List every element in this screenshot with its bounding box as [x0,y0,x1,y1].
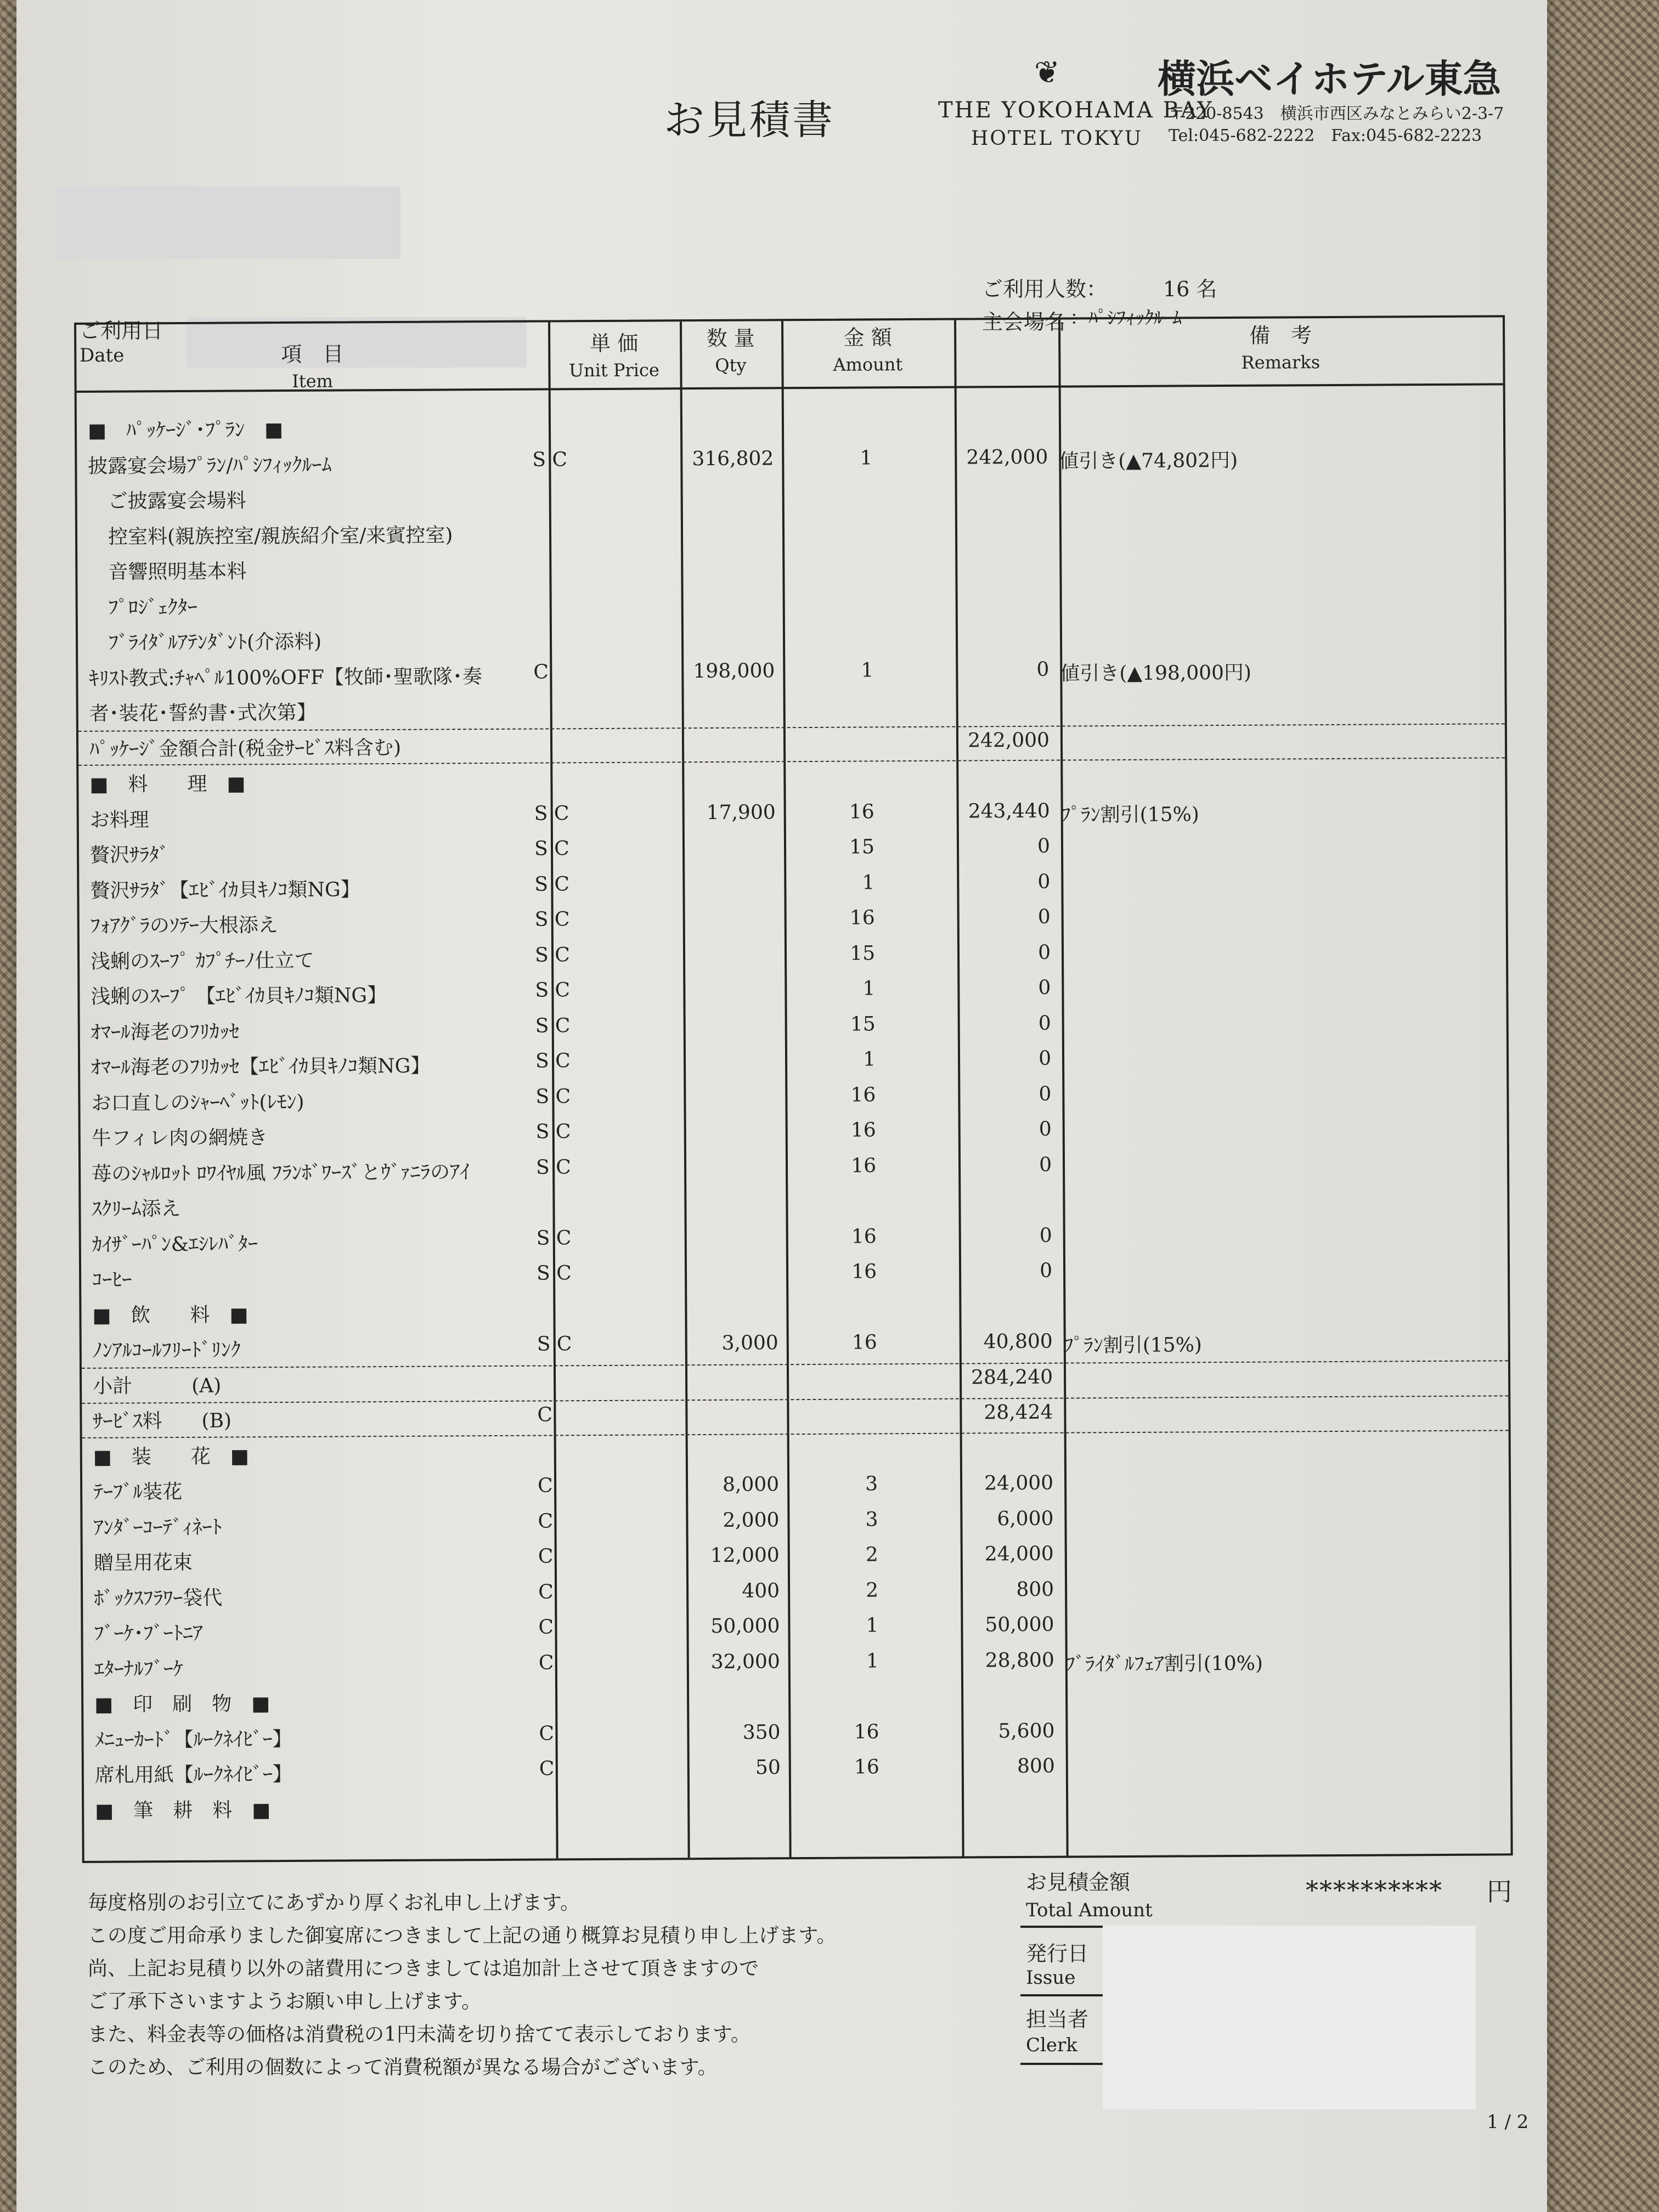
row-amount: 0 [1040,1259,1053,1282]
total-unit: 円 [1487,1877,1512,1906]
table-row [83,1646,1510,1681]
row-unit-price [549,553,774,554]
table-row [78,656,1504,690]
table-row [79,832,1505,867]
row-item: ﾒﾆｭｰｶｰﾄﾞ【ﾙｰｸﾈｲﾋﾞｰ】 [94,1728,292,1752]
row-remarks: 値引き(▲74,802円) [1059,449,1238,473]
table-row [84,1752,1510,1787]
row-tax-code: S C [535,1085,571,1108]
row-qty: 16 [854,1756,879,1779]
estimate-sheet [16,0,1547,2212]
row-tax-code: S C [534,872,570,896]
clerk-label-jp: 担当者 [1026,2007,1089,2032]
table-row [84,1788,1510,1822]
row-unit-price: 316,802 [692,447,774,470]
row-unit-price [552,1048,777,1049]
row-item: ﾊﾟｯｹｰｼﾞ金額合計(税金ｻｰﾋﾞｽ料含む) [89,736,402,761]
document-title: お見積書 [664,97,835,144]
row-qty: 1 [866,1649,879,1672]
total-label-en: Total Amount [1026,1899,1153,1921]
row-tax-code: S C [537,1333,572,1356]
row-unit-price [553,1296,778,1297]
table-row [78,691,1505,725]
row-remarks: ﾌﾟﾗﾝ割引(15%) [1060,803,1199,827]
row-item: 贅沢ｻﾗﾀﾞ [89,844,170,867]
row-item: ﾌﾞｰｹ･ﾌﾞｰﾄﾆｱ [94,1622,203,1645]
row-tax-code: S C [535,1155,571,1179]
row-unit-price [552,1013,777,1014]
row-unit-price [550,765,775,766]
row-unit-price [553,1261,778,1262]
row-unit-price [554,1402,778,1403]
total-label-jp: お見積金額 [1026,1870,1131,1894]
row-unit-price [551,943,776,944]
row-item: ｴﾀｰﾅﾙﾌﾞｰｹ [94,1657,183,1681]
row-item: 小計 (A) [93,1374,222,1398]
col-header-unit-price: 単 価 Unit Price [568,331,659,381]
row-amount [888,1295,1052,1296]
row-amount: 5,600 [998,1719,1055,1742]
total-value: ********** [1306,1875,1443,1905]
row-unit-price [553,1226,778,1227]
row-qty: 15 [850,941,876,965]
row-amount [885,693,1049,695]
row-item: ■ 料 理 ■ [89,772,246,796]
hotel-address: 〒220-8543 横浜市西区みなとみらい2-3-7 [1169,104,1504,123]
hotel-name-jp: 横浜ベイホテル東急 [1158,57,1502,101]
row-amount: 0 [1038,1012,1051,1035]
row-qty [785,517,873,518]
row-amount [884,516,1048,517]
row-item: ﾃｰﾌﾞﾙ装花 [93,1480,183,1504]
row-unit-price [549,411,774,413]
row-unit-price [551,907,776,908]
table-row [83,1717,1510,1752]
table-row [77,478,1504,513]
hotel-crest-icon: ❦ [1034,55,1060,91]
row-tax-code: C [538,1545,554,1568]
row-qty: 1 [863,1048,876,1071]
row-qty: 16 [851,1224,877,1248]
redacted-issue-clerk [1103,1926,1476,2109]
row-amount: 0 [1039,1224,1052,1247]
row-unit-price: 50 [755,1756,781,1779]
table-row [79,868,1505,902]
row-qty: 16 [849,800,874,823]
venue-value: ：ﾊﾟｼﾌｨｯｸﾙｰﾑ [1070,307,1182,329]
row-item: ｶｲｻﾞｰﾊﾟﾝ&ｴｼﾚﾊﾞﾀｰ [92,1232,258,1256]
row-qty: 16 [850,1119,876,1142]
row-amount [884,587,1049,588]
row-amount: 50,000 [985,1613,1054,1637]
row-item: ■ 装 花 ■ [93,1444,249,1469]
row-tax-code: S C [535,1014,571,1037]
row-unit-price [552,1084,777,1085]
table-row [80,939,1506,973]
table-row [77,549,1504,584]
row-qty [786,623,873,624]
table-row [81,1151,1507,1186]
table-row [78,620,1504,654]
row-unit-price [549,482,774,483]
table-row [80,974,1506,1008]
row-amount: 40,800 [983,1330,1053,1353]
row-qty [792,1791,879,1792]
footer-note-line: この度ご用命承りました御宴席につきまして上記の通り概算お見積り申し上げます。 [88,1925,837,1947]
row-qty [788,1189,876,1190]
row-qty: 15 [850,1012,876,1036]
row-amount: 0 [1038,941,1051,964]
row-tax-code: S C [535,979,571,1002]
row-item: 牛フィレ肉の網焼き [91,1126,268,1150]
row-unit-price [551,872,776,873]
row-unit-price [550,695,775,696]
row-amount: 0 [1039,1082,1052,1105]
row-item: 苺のｼｬﾙﾛｯﾄ ﾛﾜｲﾔﾙ風 ﾌﾗﾝﾎﾞﾜｰｽﾞとｳﾞｧﾆﾗのｱｲ [92,1160,470,1186]
row-qty: 3 [865,1508,878,1531]
col-divider [1058,320,1069,1856]
row-item: ﾎﾞｯｸｽﾌﾗﾜｰ袋代 [94,1587,223,1610]
row-amount: 800 [1016,1578,1054,1601]
row-amount: 28,800 [985,1649,1054,1672]
col-header-remarks: 備 考 Remarks [1241,323,1321,373]
row-unit-price: 400 [742,1579,780,1602]
row-amount: 0 [1037,834,1051,857]
row-amount [885,764,1049,765]
row-unit-price [551,978,776,979]
col-header-item: 項 目 Item [281,342,344,392]
row-unit-price: 350 [742,1720,781,1744]
row-unit-price [555,1685,780,1686]
row-unit-price: 17,900 [706,800,776,824]
row-qty [786,694,874,695]
row-unit-price: 8,000 [722,1473,780,1496]
row-item: 贅沢ｻﾗﾀﾞ【ｴﾋﾞｲｶ貝ｷﾉｺ類NG】 [90,878,360,902]
row-tax-code: C [538,1509,554,1533]
row-remarks: ﾌﾟﾗﾝ割引(15%) [1063,1334,1203,1357]
row-amount: 0 [1039,1118,1052,1141]
date-label-jp: ご利用日 [80,319,163,343]
row-amount: 28,424 [984,1401,1053,1424]
row-amount [883,410,1048,411]
row-unit-price: 3,000 [721,1331,778,1355]
row-qty [785,552,873,553]
row-item: 者･装花･誓約書･式次第】 [89,701,317,725]
row-tax-code: C [538,1616,554,1639]
row-item: ｺｰﾋｰ [92,1268,132,1291]
footer-note-line: 毎度格別のお引立てにあずかり厚くお礼申し上げます。 [88,1892,580,1914]
row-unit-price [550,730,775,731]
row-tax-code: S C [534,943,570,967]
table-row [81,1222,1508,1256]
row-tax-code: S C [535,1049,571,1073]
row-item: 浅蜊のｽｰﾌﾟ ｶﾌﾟﾁｰﾉ仕立て [90,949,314,973]
row-tax-code: S C [534,802,569,825]
row-amount: 242,000 [968,729,1050,752]
row-item: ｷﾘｽﾄ教式:ﾁｬﾍﾟﾙ100%OFF【牧師･聖歌隊･奏 [89,665,483,690]
table-row [83,1681,1510,1716]
footer-note-line: 尚、上記お見積り以外の諸費用につきましては追加計上させて頂きますので [88,1957,759,1980]
table-row [81,1257,1508,1291]
table-row [80,903,1506,938]
row-unit-price [549,518,774,519]
row-item: ﾌﾞﾗｲﾀﾞﾙｱﾃﾝﾀﾞﾝﾄ(介添料) [88,630,322,654]
row-unit-price [552,1119,777,1120]
row-qty: 16 [854,1720,879,1743]
table-row [83,1576,1509,1610]
table-row [82,1505,1509,1539]
row-unit-price [552,1155,777,1156]
table-row [77,514,1504,549]
row-amount [887,1189,1052,1190]
row-qty: 1 [860,446,873,470]
row-tax-code: C [539,1757,555,1780]
row-tax-code: S C [536,1262,572,1285]
row-amount: 6,000 [997,1507,1054,1530]
table-row [78,761,1505,796]
row-unit-price [550,624,775,625]
row-unit-price [554,1438,779,1439]
row-item: ﾉﾝｱﾙｺｰﾙﾌﾘｰﾄﾞﾘﾝｸ [92,1339,241,1362]
row-separator [82,1395,1508,1404]
row-unit-price: 2,000 [723,1508,780,1532]
redacted-client-name [55,187,400,259]
row-amount: 0 [1036,658,1049,681]
row-separator [82,1360,1508,1369]
table-row [78,585,1504,619]
row-tax-code: C [538,1651,554,1674]
row-amount: 0 [1037,905,1051,928]
row-unit-price [552,1190,777,1191]
row-qty: 3 [865,1472,878,1496]
table-row [80,1045,1506,1079]
row-item: 浅蜊のｽｰﾌﾟ 【ｴﾋﾞｲｶ貝ｷﾉｺ類NG】 [91,984,387,1008]
venue-label: 主会場名 [982,310,1066,334]
row-amount: 284,240 [971,1365,1053,1389]
row-qty: 15 [849,836,875,859]
table-row [79,797,1505,832]
row-remarks: ﾌﾞﾗｲﾀﾞﾙﾌｪｱ割引(10%) [1065,1652,1263,1676]
row-item: ﾌﾟﾛｼﾞｪｸﾀｰ [88,596,198,619]
clerk-label-en: Clerk [1026,2034,1077,2056]
row-tax-code: C [537,1403,553,1426]
row-amount: 0 [1039,1047,1052,1070]
issue-label-en: Issue [1026,1967,1076,1989]
row-qty: 16 [851,1260,877,1283]
row-item: お口直しのｼｬｰﾍﾞｯﾄ(ﾚﾓﾝ) [91,1091,304,1115]
hotel-name-en-line2: HOTEL TOKYU [971,127,1143,150]
row-item: ｽｸﾘｰﾑ添え [92,1198,181,1221]
row-item: ﾌｫｱｸﾞﾗのｿﾃｰ大根添え [90,914,278,938]
table-row [82,1469,1509,1504]
row-qty: 1 [861,658,874,681]
row-separator [82,1430,1509,1438]
row-item: ｵﾏｰﾙ海老のﾌﾘｶｯｾ [91,1020,239,1044]
row-qty: 16 [851,1154,877,1177]
row-item: ｵﾏｰﾙ海老のﾌﾘｶｯｾ【ｴﾋﾞｲｶ貝ｷﾉｺ類NG】 [91,1054,431,1079]
date-label-en: Date [80,345,125,366]
table-row [82,1328,1508,1362]
row-qty: 16 [850,1083,876,1107]
col-header-qty: 数 量 Qty [706,326,755,376]
row-remarks: 値引き(▲198,000円) [1060,661,1252,685]
table-row [82,1434,1509,1469]
footer-note-line: また、料金表等の価格は消費税の1円未満を切り捨てて表示しております。 [88,2023,751,2046]
row-amount: 242,000 [966,445,1048,469]
row-unit-price [554,1367,778,1368]
hotel-tel-fax: Tel:045-682-2222 Fax:045-682-2223 [1169,126,1482,145]
row-tax-code: C [539,1722,555,1745]
table-row [77,443,1503,478]
issue-label-jp: 発行日 [1026,1942,1089,1966]
footer-note-line: ご了承下さいますようお願い申し上げます。 [88,1990,482,2013]
row-qty: 2 [865,1543,878,1566]
row-item: ■ 筆 耕 料 ■ [95,1798,271,1822]
table-row [80,1009,1506,1044]
row-item: ■ 飲 料 ■ [92,1303,249,1327]
row-tax-code: S C [532,448,568,471]
row-tax-code: S C [534,908,570,931]
row-amount: 24,000 [984,1542,1054,1566]
row-item: 控室料(親族控室/親族紹介室/来賓控室) [88,523,453,549]
row-unit-price: 32,000 [710,1650,780,1673]
row-amount [889,1436,1053,1437]
row-item: 披露宴会場ﾌﾟﾗﾝ/ﾊﾟｼﾌｨｯｸﾙｰﾑ [88,454,332,478]
row-item: ■ 印 刷 物 ■ [94,1692,270,1716]
estimate-table [74,315,1513,1863]
row-unit-price: 50,000 [710,1615,780,1638]
row-amount: 243,440 [968,799,1050,822]
row-qty [786,588,873,589]
row-qty: 1 [862,977,876,1000]
row-tax-code: S C [534,837,569,860]
row-tax-code: C [533,660,549,684]
row-unit-price [556,1792,781,1793]
guests-label: ご利用人数： [982,277,1108,301]
row-tax-code: S C [535,1120,571,1143]
col-header-amount: 金 額 Amount [833,325,903,375]
row-item: 席札用紙【ﾙｰｸﾈｲﾋﾞｰ】 [94,1763,292,1787]
table-row [83,1611,1509,1645]
table-row [81,1186,1507,1221]
row-tax-code: S C [536,1226,572,1250]
row-qty: 2 [866,1578,879,1601]
table-row [83,1540,1509,1575]
row-item: 音響照明基本料 [88,560,247,584]
row-amount: 0 [1038,976,1051,999]
row-unit-price: 12,000 [710,1544,780,1567]
row-item: ■ ﾊﾟｯｹｰｼﾞ･ﾌﾟﾗﾝ ■ [87,419,284,442]
row-unit-price [551,836,776,837]
row-item: 贈呈用花束 [93,1551,193,1575]
footer-note-line: このため、ご利用の個数によって消費税額が異なる場合がございます。 [88,2056,718,2079]
row-qty: 1 [866,1614,879,1637]
row-qty: 16 [849,906,875,929]
table-row [81,1115,1507,1150]
row-tax-code: C [538,1474,553,1497]
table-row [81,1293,1508,1327]
guests-value: 16 名 [1163,277,1217,301]
table-row [80,1080,1506,1115]
row-amount [884,552,1048,553]
row-amount [884,623,1049,624]
row-unit-price [550,589,775,590]
row-amount [890,1684,1054,1685]
row-amount: 24,000 [984,1471,1054,1495]
row-item: ご披露宴会場料 [88,489,246,513]
row-qty: 1 [862,871,875,894]
table-row [77,408,1503,442]
row-amount: 800 [1017,1754,1055,1778]
hotel-name-en-line1: THE YOKOHAMA BAY [938,98,1214,123]
row-item: ｻｰﾋﾞｽ料 (B) [93,1409,232,1433]
page-number: 1 / 2 [1487,2111,1529,2133]
row-unit-price: 198,000 [693,659,775,682]
row-qty [790,1437,878,1438]
row-qty: 16 [851,1331,877,1354]
row-amount: 0 [1037,870,1051,893]
row-tax-code: C [538,1580,554,1604]
row-item: ｱﾝﾀﾞｰｺｰﾃﾞｨﾈｰﾄ [93,1516,222,1539]
row-amount: 0 [1039,1153,1052,1176]
row-item: お料理 [89,808,149,832]
row-amount [884,481,1048,482]
row-amount [890,1790,1055,1791]
